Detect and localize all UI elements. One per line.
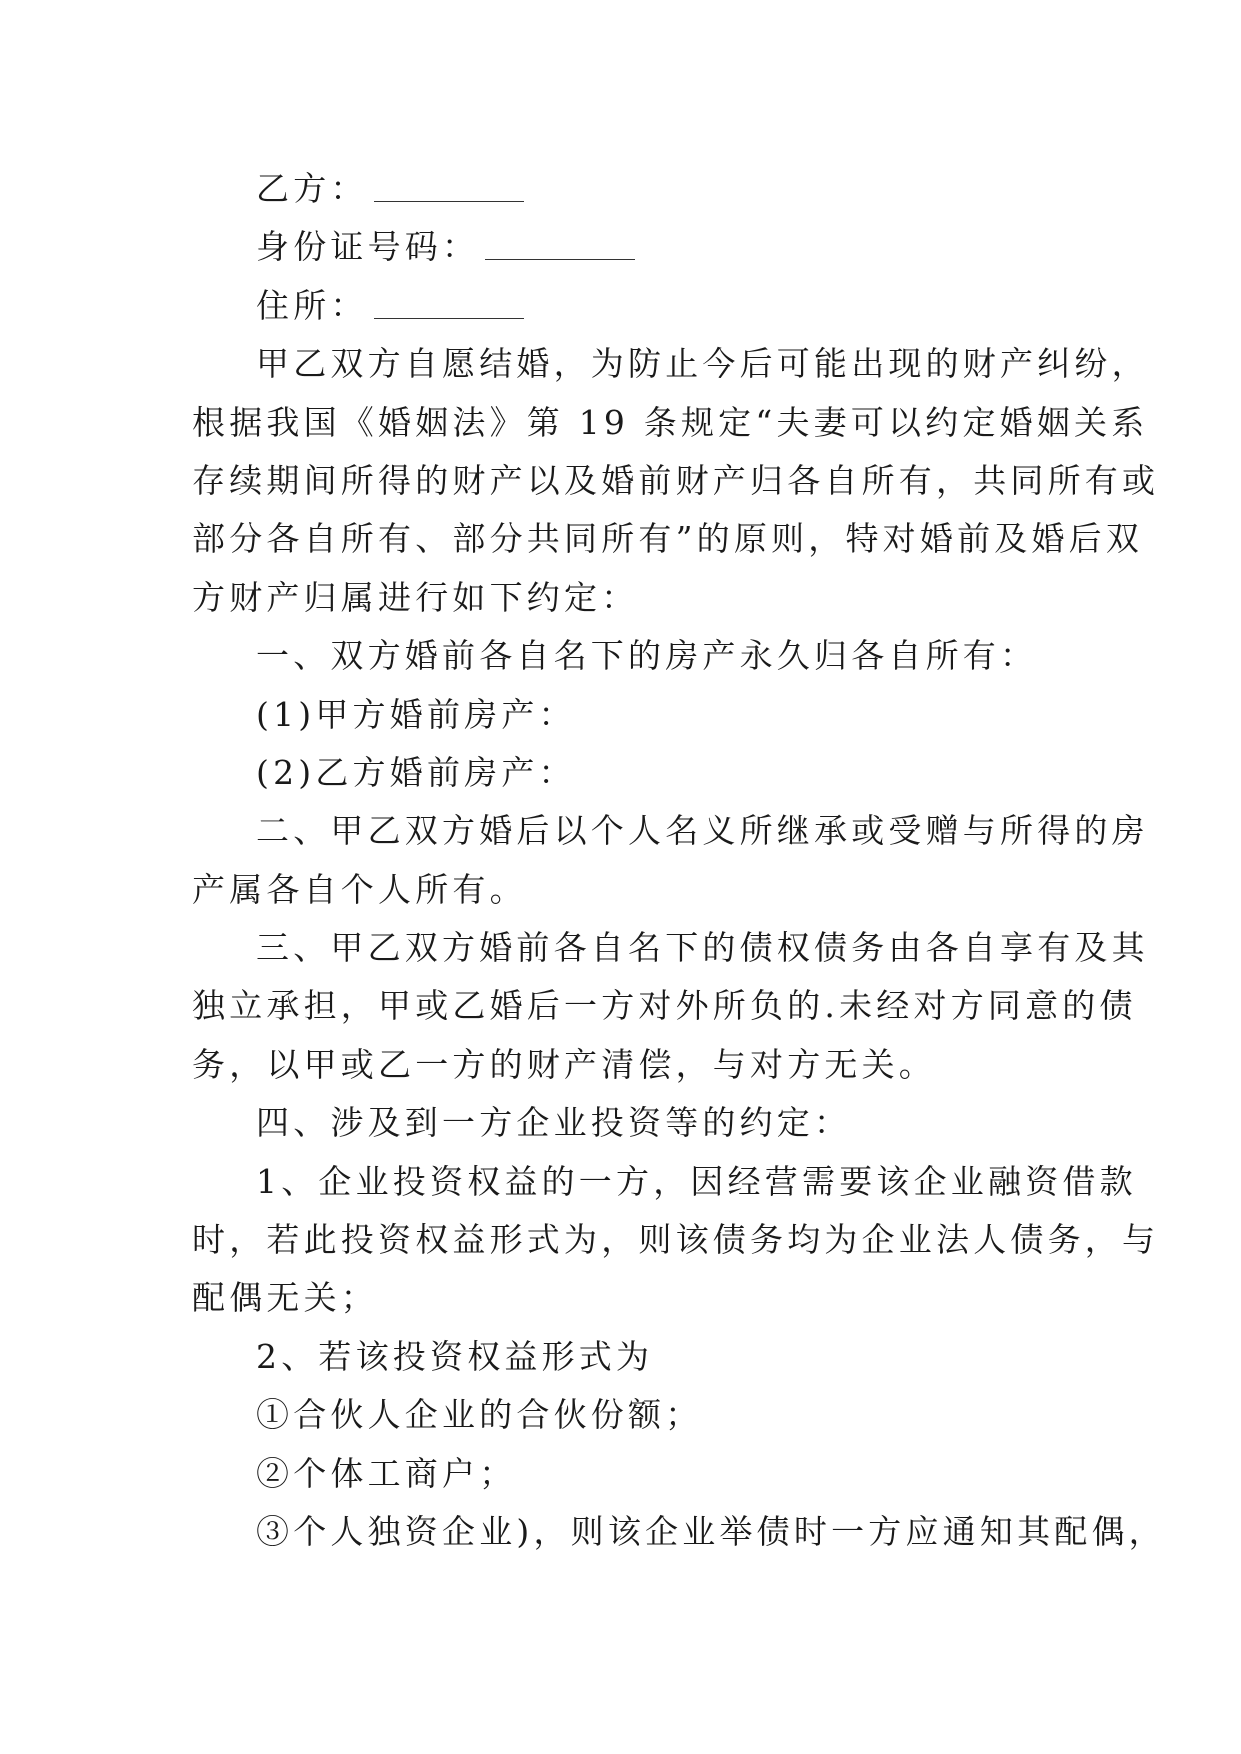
text-line: 甲乙双方自愿结婚，为防止今后可能出现的财产纠纷， (256, 344, 1149, 384)
text-line: 二、甲乙双方婚后以个人名义所继承或受赠与所得的房 (256, 811, 1149, 851)
text-line: 根据我国《婚姻法》第 19 条规定“夫妻可以约定婚姻关系 (192, 402, 1149, 442)
blank-underline (374, 317, 524, 319)
field-label: 身份证号码： (256, 227, 480, 267)
text-line: 时，若此投资权益形式为，则该债务均为企业法人债务，与 (192, 1220, 1160, 1260)
text-line: (1)甲方婚前房产： (256, 694, 576, 734)
field-residence (192, 277, 1052, 335)
text-line: 一、双方婚前各自名下的房产永久归各自所有： (256, 636, 1038, 676)
text-line: ②个体工商户； (256, 1453, 517, 1493)
text-line: 2、若该投资权益形式为 (256, 1336, 654, 1376)
document-page (192, 160, 1166, 1561)
blank-underline (374, 200, 524, 202)
text-line: 1、企业投资权益的一方，因经营需要该企业融资借款 (256, 1161, 1137, 1201)
text-line: 方财产归属进行如下约定： (192, 577, 639, 617)
document-body (192, 335, 1166, 1561)
text-line: 配偶无关； (192, 1278, 378, 1318)
field-label: 乙方： (256, 169, 368, 208)
field-id-number (192, 218, 1052, 276)
field-label: 住所： (256, 285, 368, 325)
text-line: 务，以甲或乙一方的财产清偿，与对方无关。 (192, 1044, 936, 1084)
blank-underline (485, 258, 635, 260)
field-party-b (192, 160, 1052, 218)
text-line: (2)乙方婚前房产： (256, 752, 576, 792)
text-line: 部分各自所有、部分共同所有”的原则，特对婚前及婚后双 (192, 519, 1144, 559)
text-line: 产属各自个人所有。 (192, 869, 527, 909)
text-line: 四、涉及到一方企业投资等的约定： (256, 1103, 852, 1143)
text-line: 独立承担，甲或乙婚后一方对外所负的.未经对方同意的债 (192, 986, 1137, 1026)
text-line: 存续期间所得的财产以及婚前财产归各自所有，共同所有或 (192, 460, 1160, 500)
text-line: ①合伙人企业的合伙份额； (256, 1395, 703, 1435)
text-line: ③个人独资企业)，则该企业举债时一方应通知其配偶， (256, 1511, 1166, 1551)
text-line: 三、甲乙双方婚前各自名下的债权债务由各自享有及其 (256, 928, 1149, 968)
